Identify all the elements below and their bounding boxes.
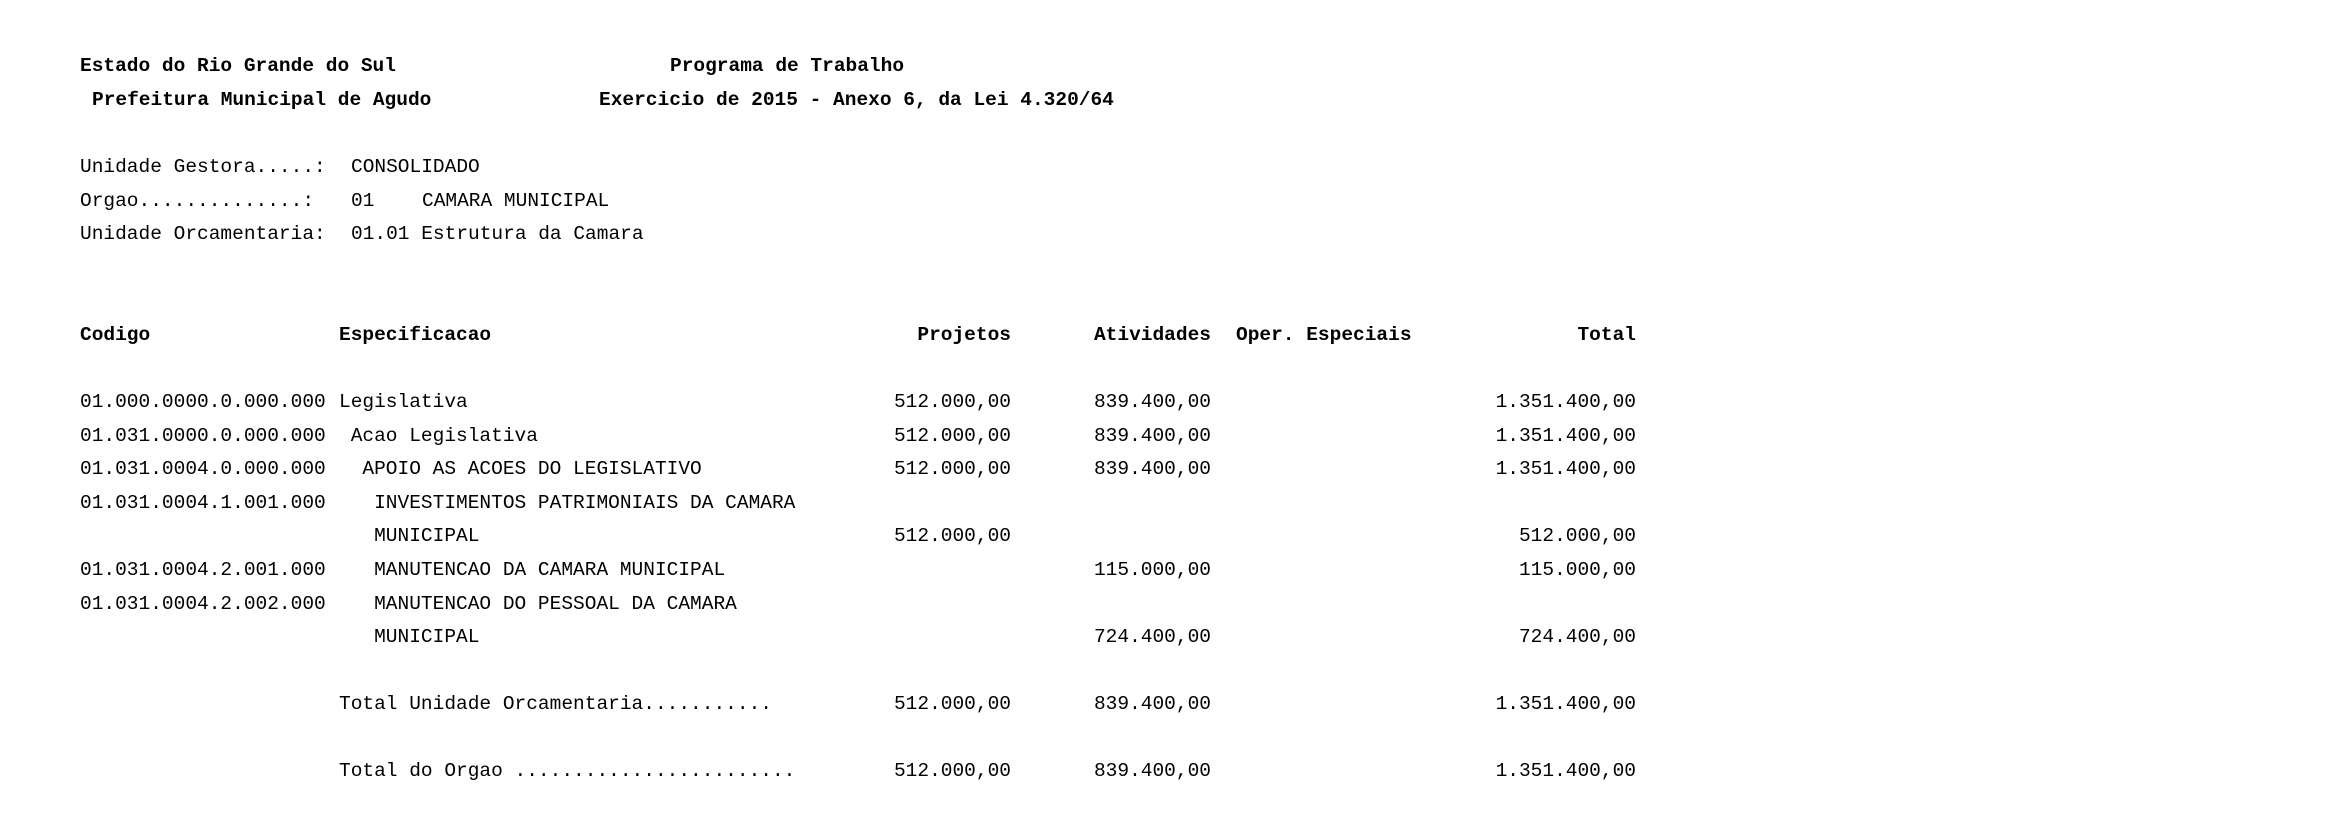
row-total: 1.351.400,00 — [1495, 458, 1636, 480]
row-atividades: 724.400,00 — [1093, 626, 1211, 648]
state-title: Estado do Rio Grande do Sul — [80, 55, 396, 77]
total-label: Total Unidade Orcamentaria........... — [339, 693, 772, 715]
col-header-oper-especiais: Oper. Especiais — [1236, 324, 1412, 346]
row-atividades: 839.400,00 — [1093, 391, 1211, 413]
col-header-codigo: Codigo — [80, 324, 151, 346]
total-total: 1.351.400,00 — [1495, 760, 1636, 782]
total-projetos: 512.000,00 — [893, 693, 1011, 715]
row-codigo: 01.031.0000.0.000.000 — [80, 425, 326, 447]
row-codigo: 01.031.0004.0.000.000 — [80, 458, 326, 480]
row-total: 115.000,00 — [1518, 559, 1636, 581]
row-especificacao: APOIO AS ACOES DO LEGISLATIVO — [339, 458, 702, 480]
orgao-name: CAMARA MUNICIPAL — [422, 190, 610, 212]
total-atividades: 839.400,00 — [1093, 760, 1211, 782]
total-projetos: 512.000,00 — [893, 760, 1011, 782]
total-atividades: 839.400,00 — [1093, 693, 1211, 715]
row-especificacao: MANUTENCAO DO PESSOAL DA CAMARA — [339, 593, 737, 615]
unidade-gestora-label: Unidade Gestora.....: — [80, 156, 326, 178]
row-total: 512.000,00 — [1518, 525, 1636, 547]
program-title: Programa de Trabalho — [670, 55, 905, 77]
row-projetos: 512.000,00 — [893, 391, 1011, 413]
row-especificacao: MUNICIPAL — [339, 525, 480, 547]
row-atividades: 839.400,00 — [1093, 458, 1211, 480]
row-especificacao: MANUTENCAO DA CAMARA MUNICIPAL — [339, 559, 726, 581]
row-atividades: 839.400,00 — [1093, 425, 1211, 447]
exercise-title: Exercicio de 2015 - Anexo 6, da Lei 4.320/64 — [599, 89, 1114, 111]
row-codigo: 01.031.0004.1.001.000 — [80, 492, 326, 514]
unidade-orcamentaria-label: Unidade Orcamentaria: — [80, 223, 326, 245]
col-header-especificacao: Especificacao — [339, 324, 492, 346]
total-total: 1.351.400,00 — [1495, 693, 1636, 715]
municipality-title: Prefeitura Municipal de Agudo — [92, 89, 432, 111]
col-header-total: Total — [1577, 324, 1636, 346]
orgao-code: 01 — [351, 190, 375, 212]
unidade-orcamentaria-value: 01.01 Estrutura da Camara — [351, 223, 644, 245]
row-especificacao: INVESTIMENTOS PATRIMONIAIS DA CAMARA — [339, 492, 796, 514]
row-codigo: 01.031.0004.2.001.000 — [80, 559, 326, 581]
row-total: 1.351.400,00 — [1495, 425, 1636, 447]
row-projetos: 512.000,00 — [893, 458, 1011, 480]
row-total: 1.351.400,00 — [1495, 391, 1636, 413]
row-projetos: 512.000,00 — [893, 525, 1011, 547]
row-especificacao: Legislativa — [339, 391, 468, 413]
orgao-label: Orgao..............: — [80, 190, 315, 212]
unidade-gestora-value: CONSOLIDADO — [351, 156, 480, 178]
row-especificacao: Acao Legislativa — [339, 425, 538, 447]
total-label: Total do Orgao ........................ — [339, 760, 796, 782]
col-header-atividades: Atividades — [1093, 324, 1211, 346]
row-codigo: 01.000.0000.0.000.000 — [80, 391, 326, 413]
row-especificacao: MUNICIPAL — [339, 626, 480, 648]
row-projetos: 512.000,00 — [893, 425, 1011, 447]
row-atividades: 115.000,00 — [1093, 559, 1211, 581]
col-header-projetos: Projetos — [917, 324, 1011, 346]
row-codigo: 01.031.0004.2.002.000 — [80, 593, 326, 615]
row-total: 724.400,00 — [1518, 626, 1636, 648]
